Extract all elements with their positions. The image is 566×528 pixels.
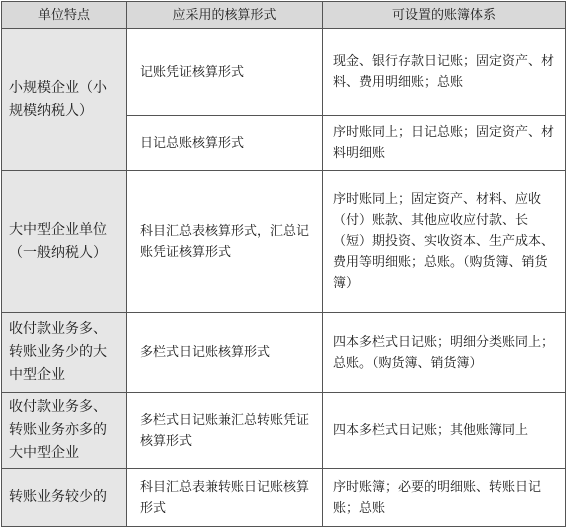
books-cell: 四本多栏式日记账；明细分类账同上；总账。（购货簿、销货簿） <box>323 313 566 393</box>
form-cell: 科目汇总表核算形式，汇总记账凭证核算形式 <box>127 171 323 313</box>
books-cell: 序时账同上；日记总账；固定资产、材料明细账 <box>323 116 566 171</box>
books-cell: 序时账同上；固定资产、材料、应收（付）账款、其他应收应付款、长（短）期投资、实收资本、生产成本、费用等明细账；总账。（购货簿、销货簿） <box>323 171 566 313</box>
form-cell: 日记总账核算形式 <box>127 116 323 171</box>
header-accounting-form: 应采用的核算形式 <box>127 2 323 29</box>
form-cell: 多栏式日记账兼汇总转账凭证核算形式 <box>127 393 323 469</box>
unit-cell: 大中型企业单位（一般纳税人） <box>2 171 127 313</box>
header-row <box>2 2 566 29</box>
unit-cell: 收付款业务多、转账业务亦多的大中型企业 <box>2 393 127 469</box>
form-cell: 科目汇总表兼转账日记账核算形式 <box>127 469 323 527</box>
table-row <box>2 313 566 393</box>
unit-cell: 转账业务较少的 <box>2 469 127 527</box>
table-row <box>2 29 566 116</box>
table-row <box>2 393 566 469</box>
unit-cell: 小规模企业（小规模纳税人） <box>2 29 127 171</box>
table-row <box>2 469 566 527</box>
form-cell: 多栏式日记账核算形式 <box>127 313 323 393</box>
table-row <box>2 171 566 313</box>
books-cell: 四本多栏式日记账；其他账簿同上 <box>323 393 566 469</box>
header-unit-characteristics: 单位特点 <box>2 2 127 29</box>
accounting-forms-table <box>1 1 566 527</box>
form-cell: 记账凭证核算形式 <box>127 29 323 116</box>
books-cell: 序时账簿；必要的明细账、转账日记账；总账 <box>323 469 566 527</box>
unit-cell: 收付款业务多、转账业务少的大中型企业 <box>2 313 127 393</box>
books-cell: 现金、银行存款日记账；固定资产、材料、费用明细账；总账 <box>323 29 566 116</box>
header-book-system: 可设置的账簿体系 <box>323 2 566 29</box>
